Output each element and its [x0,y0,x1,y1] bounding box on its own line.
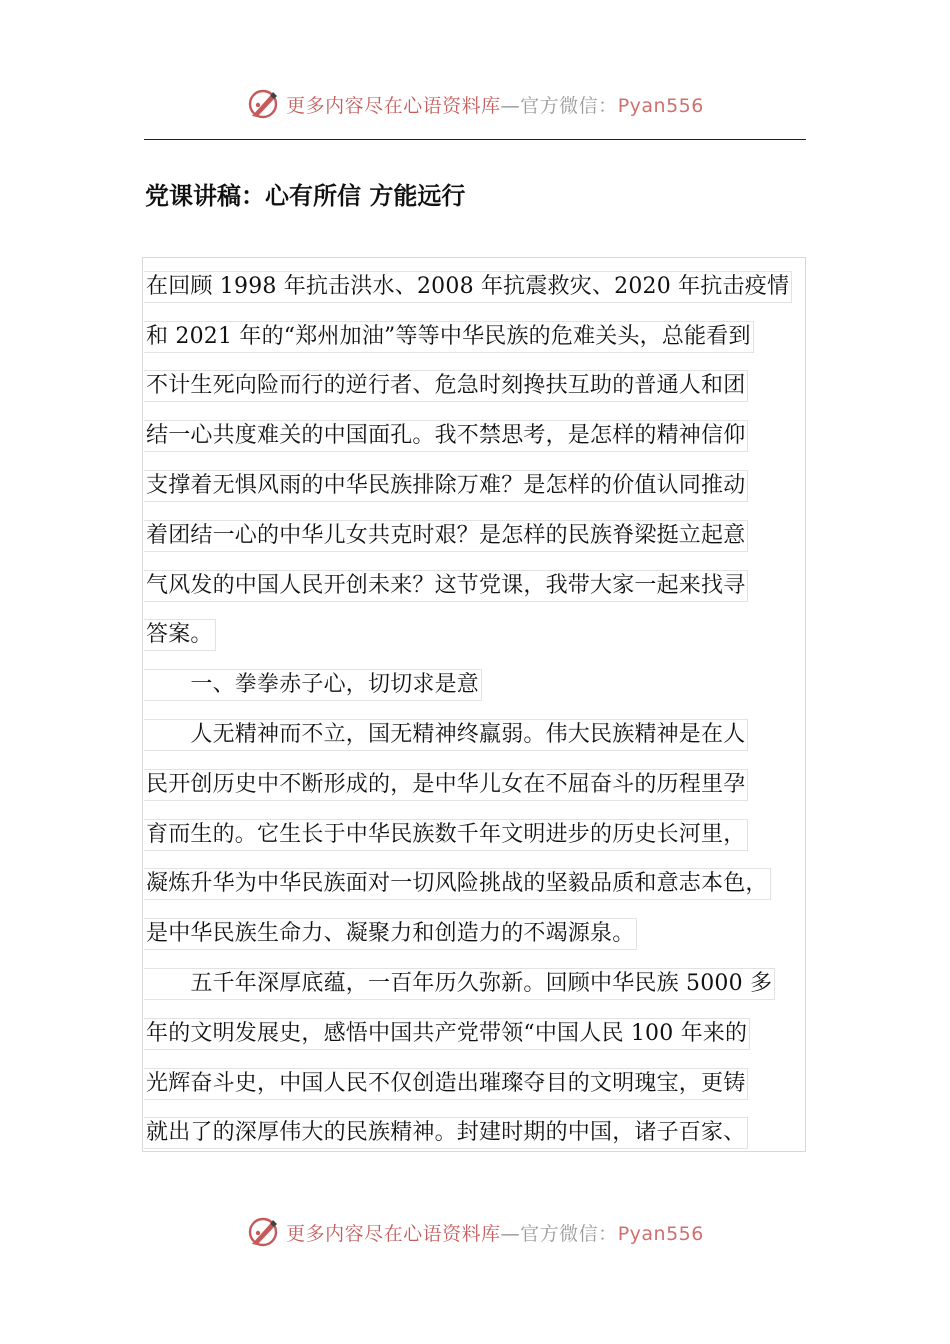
banner-main-text: 更多内容尽在心语资料库 [286,1222,501,1245]
text-line-content: 气风发的中国人民开创未来？这节党课，我带大家一起来找寻 [144,570,748,602]
text-line [144,1109,824,1159]
banner-contact-label: 官方微信： [520,1222,618,1245]
text-line [144,710,824,760]
header-divider [144,139,806,140]
text-line [144,511,824,561]
text-line [144,909,824,959]
text-line-content: 支撑着无惧风雨的中华民族排除万难？是怎样的价值认同推动 [144,470,748,502]
document-body [144,262,824,1158]
text-line [144,760,824,810]
text-line-content: 育而生的。它生长于中华民族数千年文明进步的历史长河里， [144,819,748,851]
banner-main-text: 更多内容尽在心语资料库 [286,94,501,117]
banner-separator: — [500,94,521,117]
text-line-content: 光辉奋斗史，中国人民不仅创造出璀璨夺目的文明瑰宝，更铸 [144,1068,748,1100]
text-line [144,1059,824,1109]
text-line-content: 着团结一心的中华儿女共克时艰？是怎样的民族脊梁挺立起意 [144,520,748,552]
text-line-content: 一、拳拳赤子心，切切求是意 [144,669,482,701]
text-line-content: 是中华民族生命力、凝聚力和创造力的不竭源泉。 [144,918,637,950]
text-line [144,561,824,611]
text-line-content: 民开创历史中不断形成的，是中华儿女在不屈奋斗的历程里孕 [144,769,748,801]
document-title: 党课讲稿：心有所信 方能远行 [145,182,466,210]
text-line [144,461,824,511]
text-line [144,411,824,461]
text-line [144,810,824,860]
header-banner [0,84,950,124]
text-line [144,611,824,661]
pen-logo-icon [246,1215,280,1249]
banner-text [286,1219,704,1246]
text-line-content: 答案。 [144,619,216,651]
text-line-content: 五千年深厚底蕴，一百年历久弥新。回顾中华民族 5000 多 [144,968,775,1000]
text-line [144,362,824,412]
text-line-content: 凝炼升华为中华民族面对一切风险挑战的坚毅品质和意志本色， [144,868,771,900]
banner-separator: — [500,1222,521,1245]
text-line [144,860,824,910]
text-line [144,660,824,710]
text-line-content: 结一心共度难关的中国面孔。我不禁思考，是怎样的精神信仰 [144,420,748,452]
text-line [144,1009,824,1059]
text-line [144,312,824,362]
text-line-content: 在回顾 1998 年抗击洪水、2008 年抗震救灾、2020 年抗击疫情 [144,271,792,303]
text-line-content: 人无精神而不立，国无精神终羸弱。伟大民族精神是在人 [144,719,748,751]
pen-logo-icon [246,87,280,121]
text-line-content: 就出了的深厚伟大的民族精神。封建时期的中国，诸子百家、 [144,1117,748,1149]
banner-contact-label: 官方微信： [520,94,618,117]
text-line [144,959,824,1009]
banner-wechat-id: Pyan556 [617,1222,704,1245]
text-line-content: 年的文明发展史，感悟中国共产党带领“中国人民 100 年来的 [144,1018,750,1050]
banner-text [286,91,704,118]
text-line [144,262,824,312]
text-line-content: 和 2021 年的“郑州加油”等等中华民族的危难关头，总能看到 [144,321,754,353]
banner-wechat-id: Pyan556 [617,94,704,117]
footer-banner [0,1212,950,1252]
text-line-content: 不计生死向险而行的逆行者、危急时刻搀扶互助的普通人和团 [144,370,748,402]
